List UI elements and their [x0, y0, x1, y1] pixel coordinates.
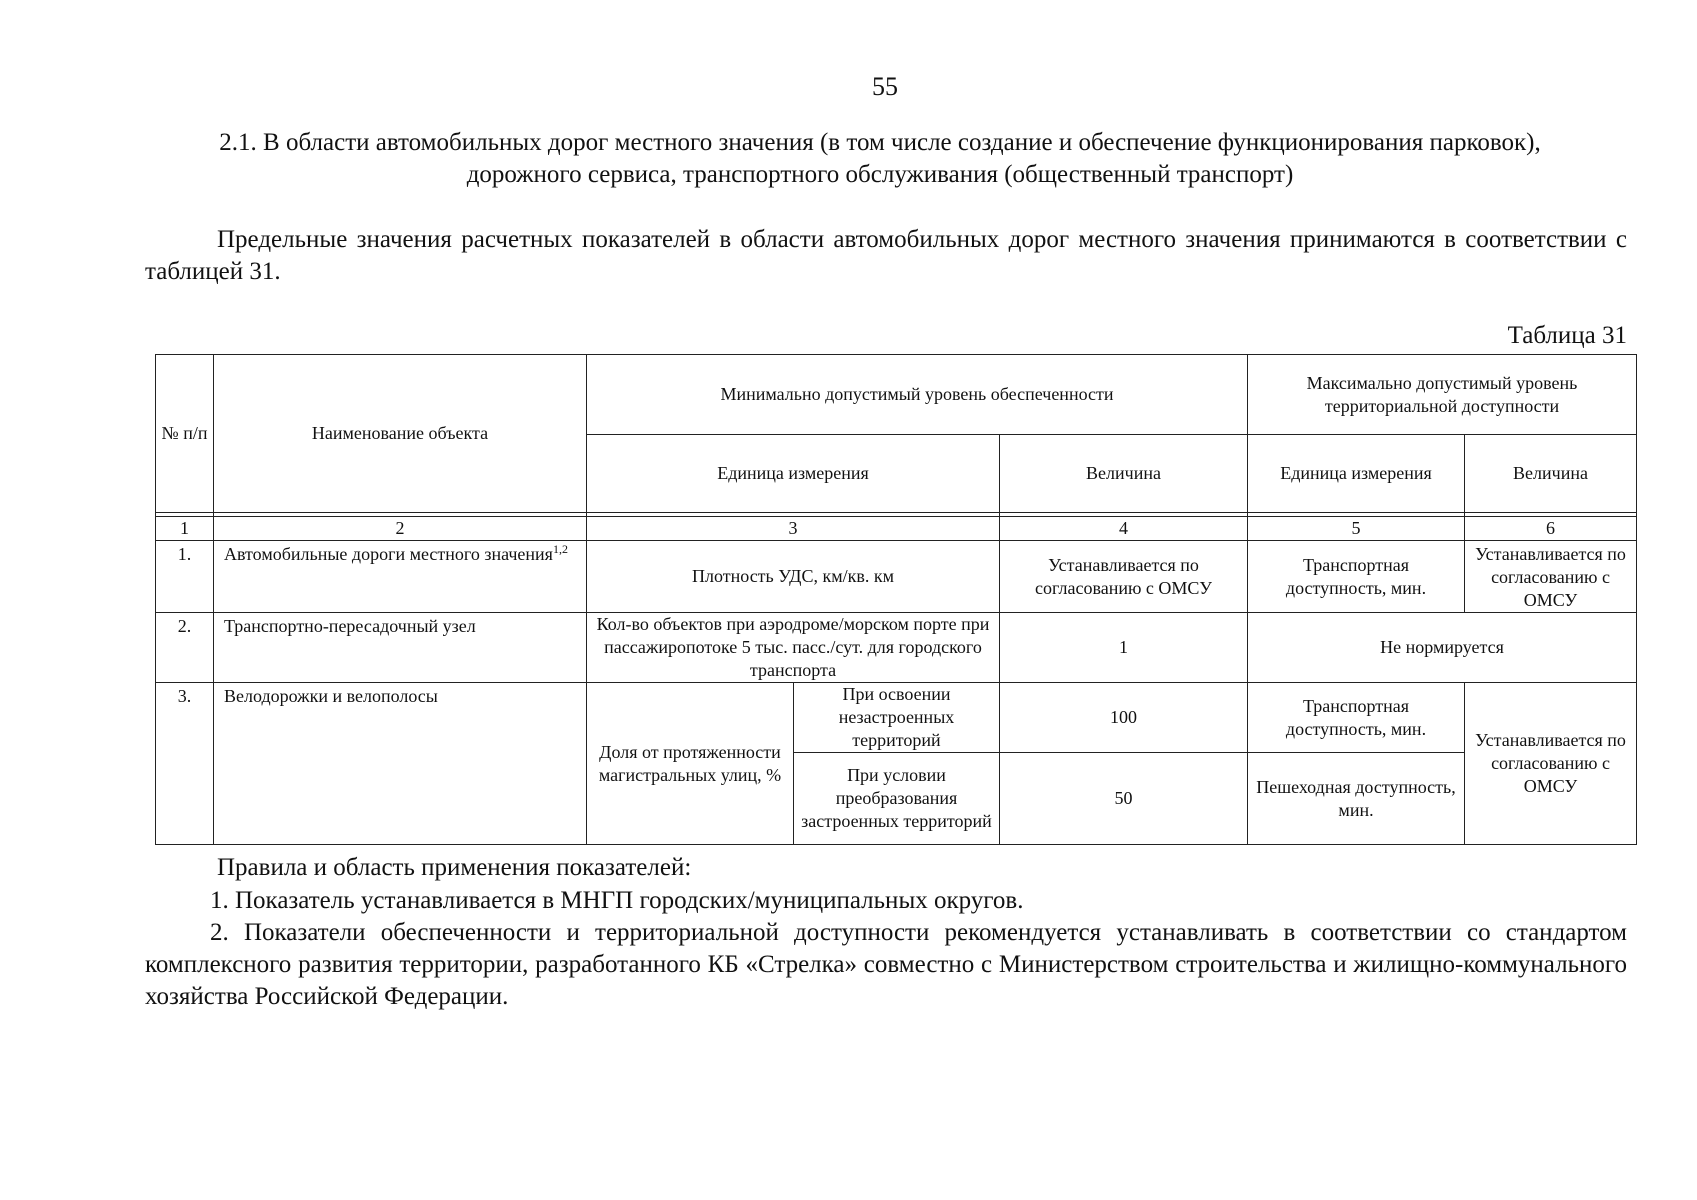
row-num: 2. [156, 613, 214, 683]
row-condition-b: При условии преобразования застроенных территорий [794, 753, 1000, 845]
header-max-level: Максимально допустимый уровень территориальной доступности [1248, 355, 1637, 435]
row-name: Транспортно-пересадочный узел [214, 613, 587, 683]
col-number: 3 [587, 517, 1000, 541]
col-number: 6 [1465, 517, 1637, 541]
header-unit-2: Единица измерения [1248, 435, 1465, 513]
section-title: 2.1. В области автомобильных дорог местного значения (в том числе создание и обеспечение функционирования парковок), дорожного сервиса, транспортного обслуживания (общественный транспорт) [219, 129, 1541, 188]
row-value: 1 [1000, 613, 1248, 683]
row-num: 3. [156, 683, 214, 845]
rules-title: Правила и область применения показателей: [217, 854, 692, 881]
row-num: 1. [156, 541, 214, 613]
indicators-table [155, 354, 1637, 845]
row-condition-a: При освоении незастроенных территорий [794, 683, 1000, 753]
footnote-ref: 1,2 [552, 542, 568, 556]
row-value: Устанавливается по согласованию с ОМСУ [1000, 541, 1248, 613]
col-number: 1 [156, 517, 214, 541]
row-value-b: 50 [1000, 753, 1248, 845]
row-unit-2-a: Транспортная доступность, мин. [1248, 683, 1465, 753]
row-value-2: Устанавливается по согласованию с ОМСУ [1465, 683, 1637, 845]
col-number: 5 [1248, 517, 1465, 541]
page-number: 55 [872, 72, 898, 101]
row-name [214, 541, 587, 613]
intro-paragraph: Предельные значения расчетных показателей в области автомобильных дорог местного значения принимаются в соответствии с таблицей 31. [145, 226, 1627, 285]
rule-item-1: 1. Показатель устанавливается в МНГП городских/муниципальных округов. [210, 887, 1024, 914]
row-unit-2: Транспортная доступность, мин. [1248, 541, 1465, 613]
header-value-2: Величина [1465, 435, 1637, 513]
table-row [156, 541, 1637, 613]
header-num: № п/п [156, 355, 214, 513]
table-row [156, 683, 1637, 753]
row-value-2: Устанавливается по согласованию с ОМСУ [1465, 541, 1637, 613]
col-number: 2 [214, 517, 587, 541]
rule-item-2: 2. Показатели обеспеченности и территориальной доступности рекомендуется устанавливать в соответствии со стандартом комплексного развития территории, разработанного КБ «Стрелка» совместно с Министерством строительства и жилищно-коммунального хозяйства Российской Федерации. [145, 919, 1627, 1010]
table-row [156, 613, 1637, 683]
header-min-level: Минимально допустимый уровень обеспеченности [587, 355, 1248, 435]
row-name: Велодорожки и велополосы [214, 683, 587, 845]
row-not-normed: Не нормируется [1248, 613, 1637, 683]
row-unit-2-b: Пешеходная доступность, мин. [1248, 753, 1465, 845]
row-unit: Доля от протяженности магистральных улиц, % [587, 683, 794, 845]
header-name: Наименование объекта [214, 355, 587, 513]
header-value: Величина [1000, 435, 1248, 513]
header-unit: Единица измерения [587, 435, 1000, 513]
table-label: Таблица 31 [1507, 322, 1627, 349]
column-number-row [156, 517, 1637, 541]
row-unit: Кол-во объектов при аэродроме/морском порте при пассажиропотоке 5 тыс. пасс./сут. для городского транспорта [587, 613, 1000, 683]
row-value-a: 100 [1000, 683, 1248, 753]
col-number: 4 [1000, 517, 1248, 541]
row-unit: Плотность УДС, км/кв. км [587, 541, 1000, 613]
row-name-text: Автомобильные дороги местного значения [224, 544, 553, 564]
